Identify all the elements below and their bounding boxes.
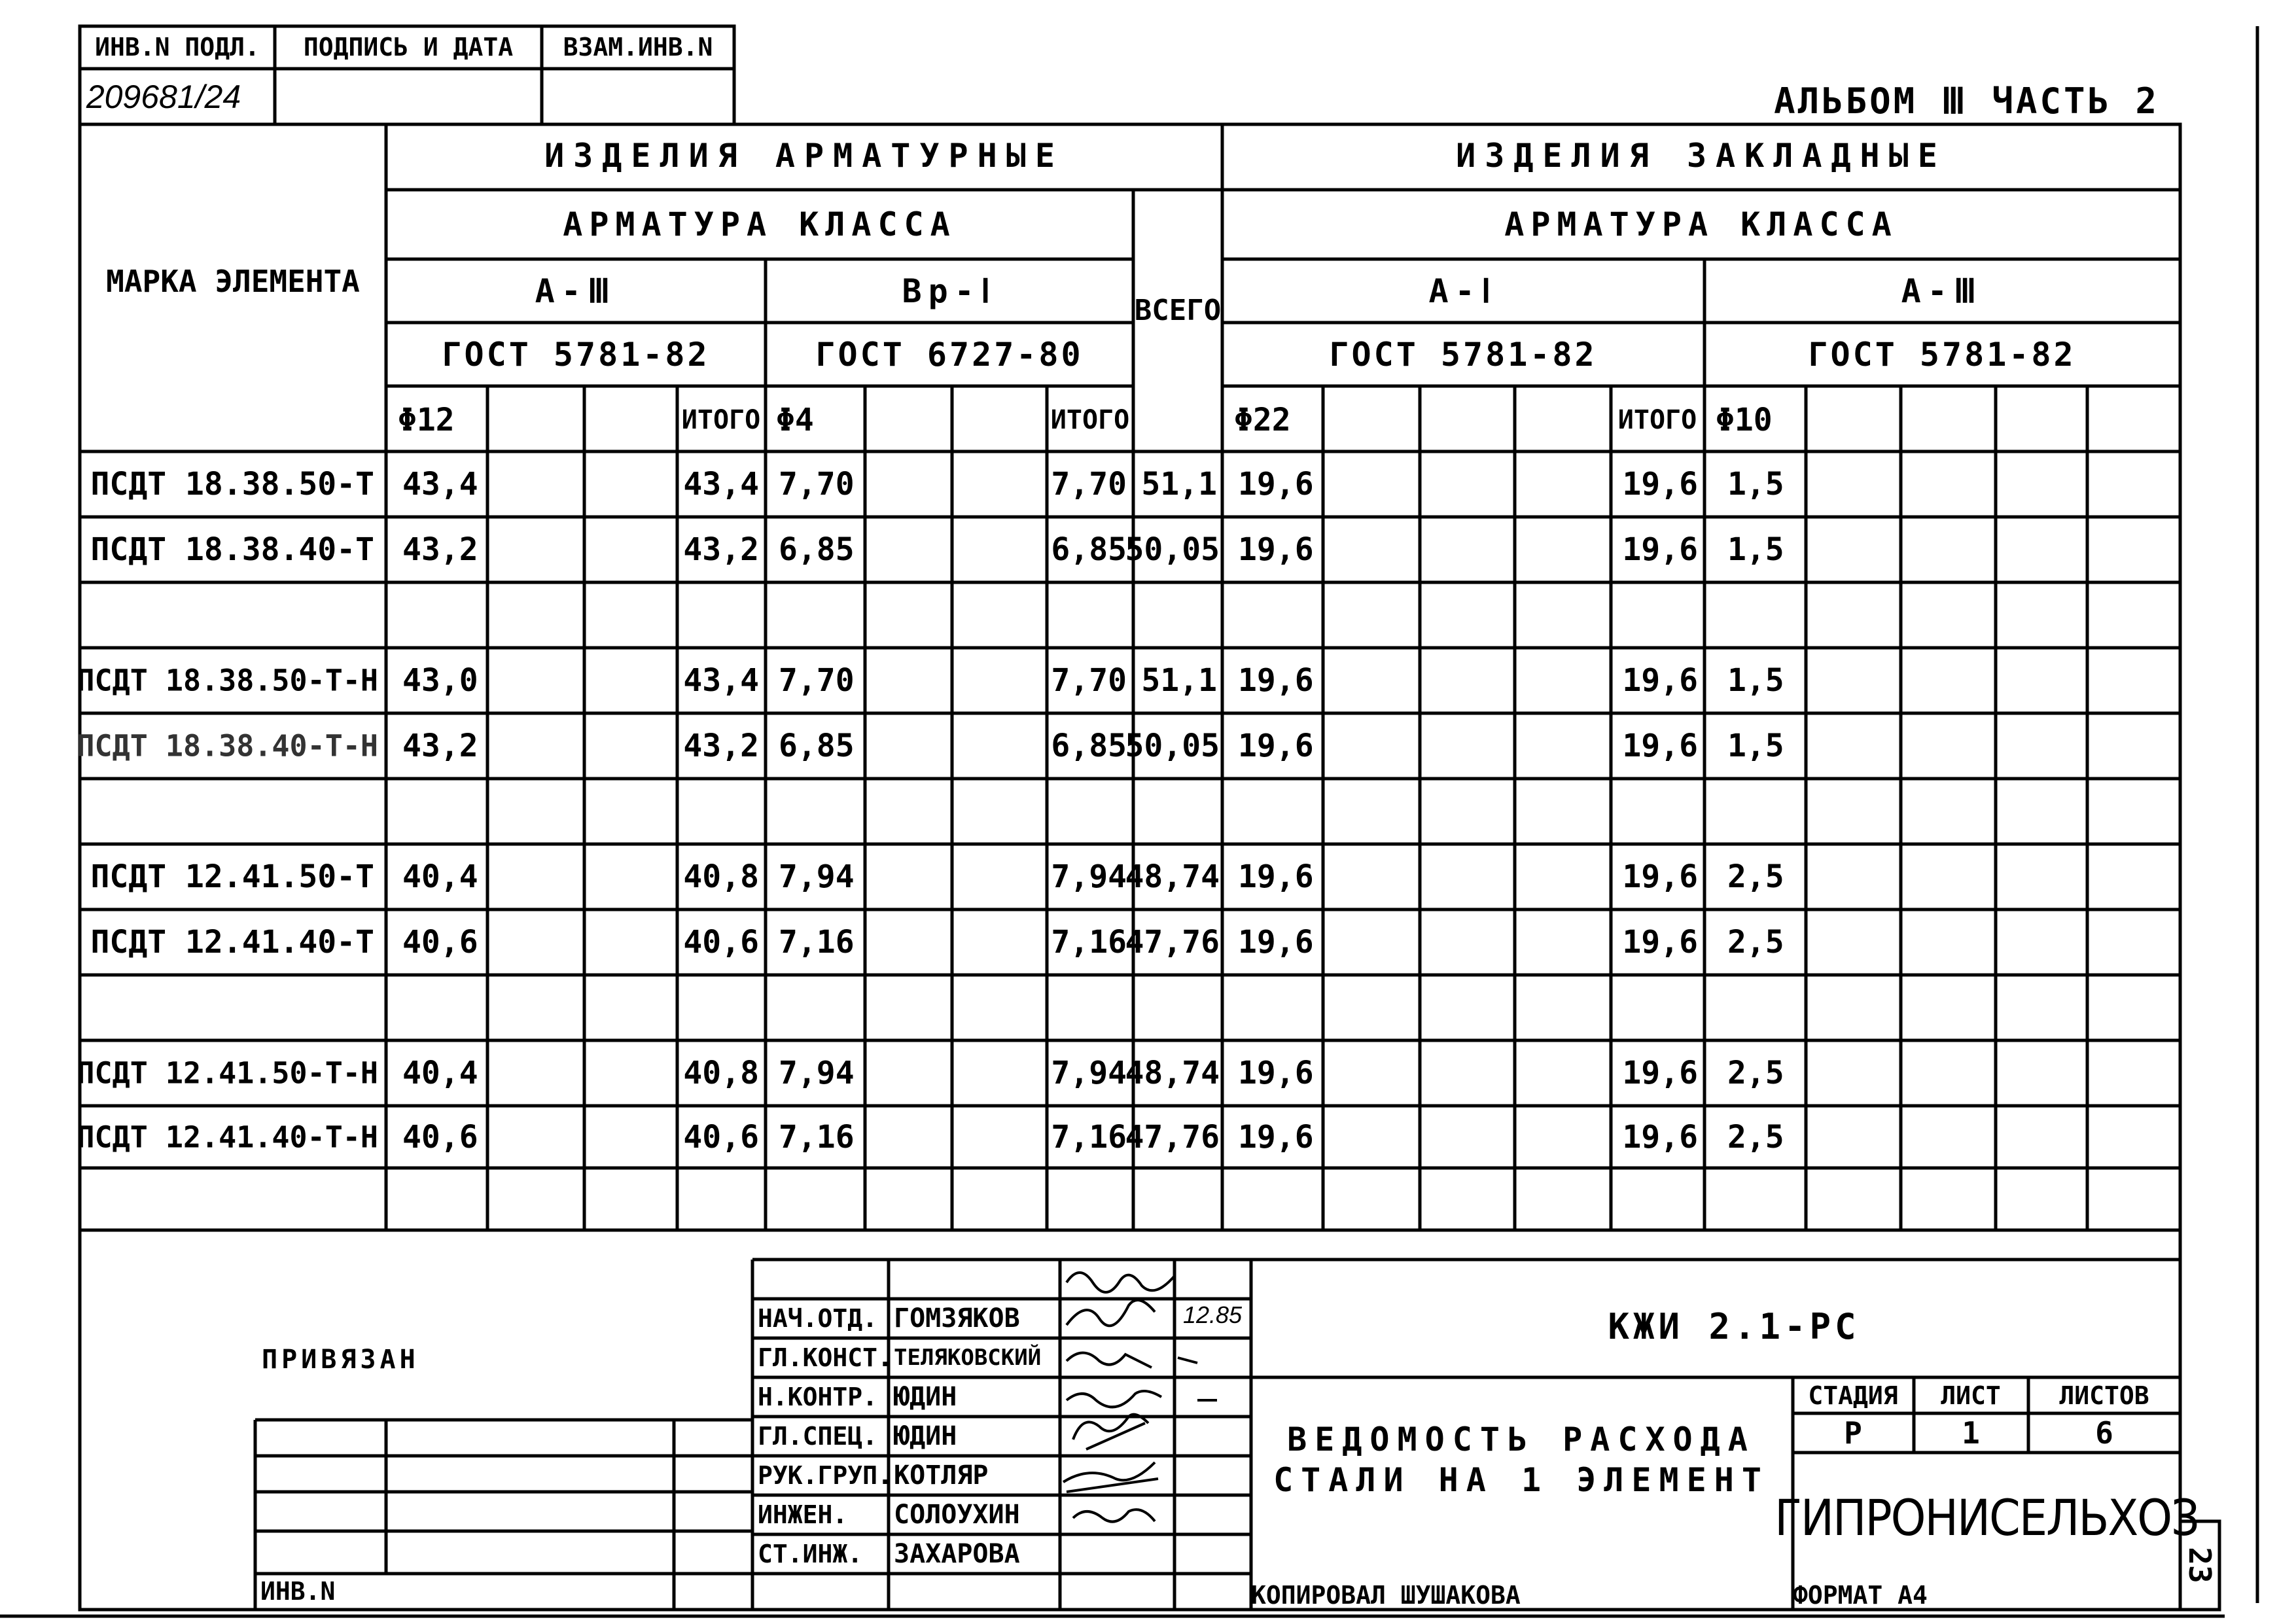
role-st-inzh: СТ.ИНЖ. — [758, 1540, 863, 1568]
class-a1: А-Ⅰ — [1428, 272, 1498, 310]
cell-d22: 19,6 — [1238, 1055, 1314, 1091]
cell-itogo1: 40,6 — [683, 1119, 759, 1156]
cell-d10: 1,5 — [1727, 466, 1784, 503]
cell-d22: 19,6 — [1238, 531, 1314, 568]
inv-label: ИНВ.N — [260, 1577, 336, 1606]
cell-d22: 19,6 — [1238, 858, 1314, 895]
cell-itogo2: 6,85 — [1051, 531, 1127, 568]
cell-itogo2: 7,94 — [1051, 1055, 1127, 1091]
cell-d4: 7,70 — [779, 662, 855, 699]
col-d22: Φ22 — [1234, 402, 1291, 438]
cell-itogo1: 43,2 — [683, 728, 759, 764]
cell-itogo2: 7,94 — [1051, 858, 1127, 895]
name-kotlyar: КОТЛЯР — [894, 1460, 989, 1491]
name-yudin-2: ЮДИН — [894, 1421, 957, 1451]
cell-itogo2: 7,70 — [1051, 662, 1127, 699]
cell-itogo3: 19,6 — [1622, 1119, 1698, 1156]
cell-d12: 40,6 — [402, 1119, 478, 1156]
cell-itogo3: 19,6 — [1622, 466, 1698, 503]
cell-itogo2: 7,16 — [1051, 1119, 1127, 1156]
cell-itogo1: 43,2 — [683, 531, 759, 568]
name-soloukhin: СОЛОУХИН — [894, 1500, 1020, 1530]
stage-label: СТАДИЯ — [1808, 1381, 1898, 1410]
sheets-label: ЛИСТОВ — [2059, 1381, 2149, 1410]
group-armature: ИЗДЕЛИЯ АРМАТУРНЫЕ — [544, 137, 1064, 175]
total-header: ВСЕГО — [1134, 294, 1222, 327]
gost-a3-right: ГОСТ 5781-82 — [1808, 336, 2076, 374]
cell-d12: 43,2 — [402, 728, 478, 764]
cell-itogo1: 40,8 — [683, 858, 759, 895]
cell-total: 50,05 — [1125, 728, 1220, 764]
stamp-vzam-inv-header: ВЗАМ.ИНВ.N — [563, 33, 713, 62]
class-a3-left: А-Ⅲ — [535, 272, 617, 310]
cell-d22: 19,6 — [1238, 728, 1314, 764]
class-label-right: АРМАТУРА КЛАССА — [1504, 205, 1898, 243]
cell-d4: 7,16 — [779, 1119, 855, 1156]
cell-itogo3: 19,6 — [1622, 728, 1698, 764]
cell-total: 50,05 — [1125, 531, 1220, 568]
row-mark: ПСДТ 12.41.40-Т-Н — [77, 1120, 378, 1155]
cell-d22: 19,6 — [1238, 1119, 1314, 1156]
cell-d10: 1,5 — [1727, 531, 1784, 568]
col-itogo1: ИТОГО — [681, 405, 761, 435]
cell-d10: 2,5 — [1727, 924, 1784, 961]
cell-d12: 43,4 — [402, 466, 478, 503]
cell-total: 48,74 — [1125, 858, 1220, 895]
cell-d12: 43,2 — [402, 531, 478, 568]
cell-total: 51,1 — [1141, 662, 1217, 699]
cell-d4: 7,94 — [779, 858, 855, 895]
cell-itogo2: 6,85 — [1051, 728, 1127, 764]
title-line-1: ВЕДОМОСТЬ РАСХОДА — [1287, 1421, 1756, 1458]
col-itogo3: ИТОГО — [1617, 405, 1697, 435]
role-nach-otd: НАЧ.ОТД. — [758, 1304, 878, 1333]
cell-itogo3: 19,6 — [1622, 662, 1698, 699]
mark-header: МАРКА ЭЛЕМЕНТА — [106, 264, 360, 299]
name-yudin-1: ЮДИН — [894, 1382, 957, 1412]
class-label-left: АРМАТУРА КЛАССА — [563, 205, 957, 243]
cell-itogo1: 40,6 — [683, 924, 759, 961]
document-code: КЖИ 2.1-РС — [1608, 1306, 1860, 1347]
gost-a3-left: ГОСТ 5781-82 — [442, 336, 710, 374]
privyazan-label: ПРИВЯЗАН — [262, 1345, 419, 1375]
cell-d4: 7,94 — [779, 1055, 855, 1091]
cell-d10: 1,5 — [1727, 662, 1784, 699]
cell-d10: 1,5 — [1727, 728, 1784, 764]
album-label: АЛЬБОМ Ⅲ ЧАСТЬ 2 — [1774, 80, 2159, 122]
row-mark: ПСДТ 18.38.50-Т-Н — [77, 663, 378, 698]
cell-d22: 19,6 — [1238, 662, 1314, 699]
cell-d4: 7,70 — [779, 466, 855, 503]
class-vr1: Вр-Ⅰ — [902, 272, 997, 310]
role-inzhen: ИНЖЕН. — [758, 1500, 848, 1529]
cell-itogo3: 19,6 — [1622, 924, 1698, 961]
format-label: ФОРМАТ А4 — [1793, 1581, 1928, 1610]
stamp-signature-date-header: ПОДПИСЬ И ДАТА — [303, 33, 514, 62]
cell-total: 48,74 — [1125, 1055, 1220, 1091]
sheet-value: 1 — [1962, 1415, 1980, 1451]
row-mark: ПСДТ 18.38.40-Т-Н — [77, 728, 378, 764]
copied-by: КОПИРОВАЛ ШУШАКОВА — [1251, 1581, 1521, 1610]
name-telyakovsky: ТЕЛЯКОВСКИЙ — [894, 1345, 1042, 1371]
title-line-2: СТАЛИ НА 1 ЭЛЕМЕНТ — [1273, 1461, 1769, 1499]
col-itogo2: ИТОГО — [1050, 405, 1130, 435]
role-gl-konst: ГЛ.КОНСТ. — [758, 1343, 892, 1372]
cell-d12: 40,4 — [402, 1055, 478, 1091]
col-d10: Φ10 — [1716, 402, 1773, 438]
cell-total: 47,76 — [1125, 1119, 1220, 1156]
cell-d12: 43,0 — [402, 662, 478, 699]
gost-a1: ГОСТ 5781-82 — [1329, 336, 1597, 374]
row-mark: ПСДТ 12.41.40-Т — [90, 924, 374, 961]
cell-itogo1: 40,8 — [683, 1055, 759, 1091]
gost-vr1: ГОСТ 6727-80 — [815, 336, 1084, 374]
stage-value: Р — [1844, 1415, 1862, 1451]
cell-d22: 19,6 — [1238, 466, 1314, 503]
cell-itogo3: 19,6 — [1622, 858, 1698, 895]
row-mark: ПСДТ 18.38.50-Т — [90, 466, 374, 503]
stamp-inv-number: 209681/24 — [86, 79, 241, 115]
sign-date: 12.85 — [1182, 1301, 1243, 1328]
cell-itogo2: 7,70 — [1051, 466, 1127, 503]
col-d4: Φ4 — [776, 402, 814, 438]
role-ruk-grup: РУК.ГРУП. — [758, 1461, 892, 1490]
class-a3-right: А-Ⅲ — [1901, 272, 1983, 310]
group-embedded: ИЗДЕЛИЯ ЗАКЛАДНЫЕ — [1456, 137, 1947, 175]
cell-d4: 6,85 — [779, 531, 855, 568]
cell-itogo3: 19,6 — [1622, 1055, 1698, 1091]
cell-d12: 40,4 — [402, 858, 478, 895]
role-n-kontr: Н.КОНТР. — [758, 1383, 878, 1411]
cell-d4: 6,85 — [779, 728, 855, 764]
row-mark: ПСДТ 12.41.50-Т-Н — [77, 1055, 378, 1091]
cell-total: 47,76 — [1125, 924, 1220, 961]
cell-total: 51,1 — [1141, 466, 1217, 503]
cell-d22: 19,6 — [1238, 924, 1314, 961]
stamp-inv-podl-header: ИНВ.N ПОДЛ. — [95, 33, 260, 62]
cell-itogo3: 19,6 — [1622, 531, 1698, 568]
col-d12: Φ12 — [398, 402, 455, 438]
sheet-label: ЛИСТ — [1941, 1381, 2001, 1410]
cell-d10: 2,5 — [1727, 858, 1784, 895]
organization-name: ГИПРОНИСЕЛЬХОЗ — [1775, 1489, 2199, 1547]
cell-d10: 2,5 — [1727, 1055, 1784, 1091]
cell-itogo2: 7,16 — [1051, 924, 1127, 961]
cell-d4: 7,16 — [779, 924, 855, 961]
cell-itogo1: 43,4 — [683, 466, 759, 503]
cell-d12: 40,6 — [402, 924, 478, 961]
cell-d10: 2,5 — [1727, 1119, 1784, 1156]
row-mark: ПСДТ 18.38.40-Т — [90, 531, 374, 568]
name-zakharova: ЗАХАРОВА — [894, 1539, 1020, 1569]
cell-itogo1: 43,4 — [683, 662, 759, 699]
page-number: 23 — [2182, 1547, 2217, 1583]
row-mark: ПСДТ 12.41.50-Т — [90, 858, 374, 895]
role-gl-spec: ГЛ.СПЕЦ. — [758, 1422, 878, 1451]
sheets-value: 6 — [2095, 1415, 2113, 1451]
name-gomzyakov: ГОМЗЯКОВ — [894, 1303, 1020, 1333]
